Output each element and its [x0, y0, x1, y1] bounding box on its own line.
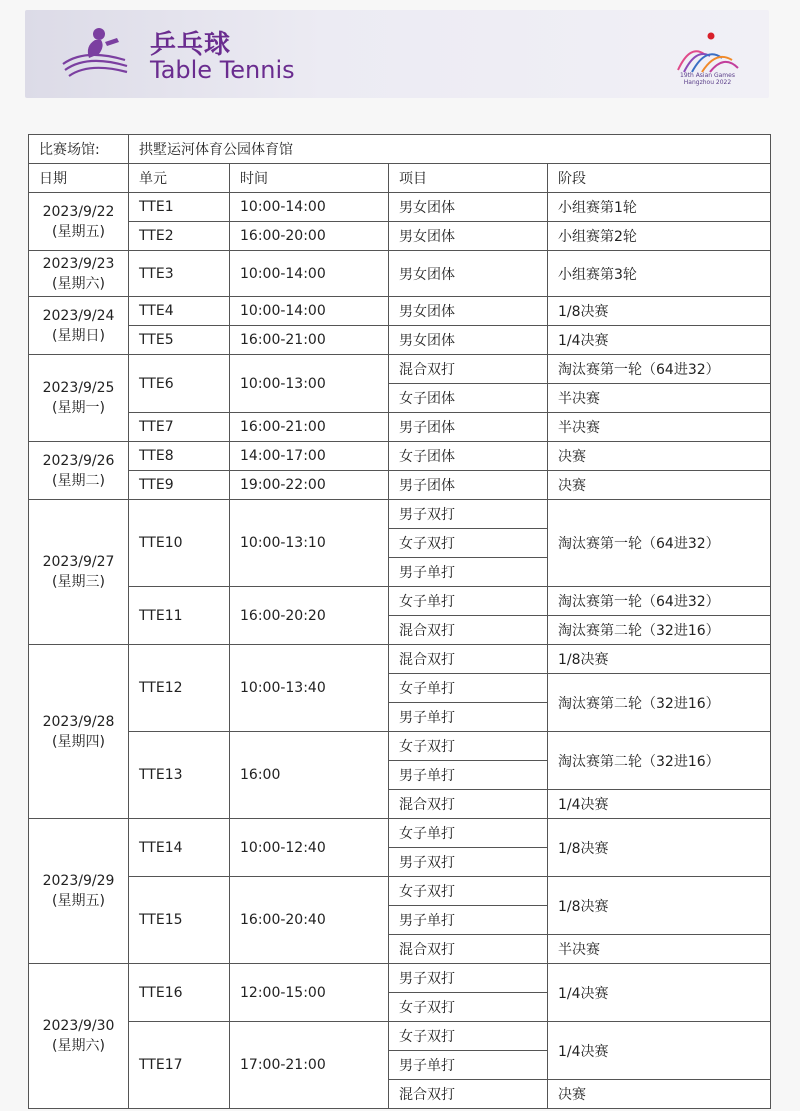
- games-logo-caption: 19th Asian Games Hangzhou 2022: [680, 72, 735, 86]
- stage-cell: 1/8决赛: [548, 297, 771, 326]
- event-cell: 男子单打: [389, 1051, 548, 1080]
- stage-cell: 1/4决赛: [548, 964, 771, 1022]
- event-cell: 男女团体: [389, 326, 548, 355]
- table-row: [29, 471, 771, 500]
- event-cell: 男女团体: [389, 297, 548, 326]
- stage-cell: 1/4决赛: [548, 1022, 771, 1080]
- unit-cell: TTE17: [129, 1022, 230, 1109]
- unit-cell: TTE10: [129, 500, 230, 587]
- event-cell: 混合双打: [389, 790, 548, 819]
- schedule-table: [28, 134, 771, 1109]
- stage-cell: 小组赛第2轮: [548, 222, 771, 251]
- venue-label: 比赛场馆:: [29, 135, 129, 164]
- stage-cell: 半决赛: [548, 413, 771, 442]
- column-header-event: 项目: [389, 164, 548, 193]
- event-cell: 女子双打: [389, 993, 548, 1022]
- table-row: [29, 193, 771, 222]
- date-cell: 2023/9/28 (星期四): [29, 645, 129, 819]
- stage-cell: 淘汰赛第一轮（64进32）: [548, 587, 771, 616]
- unit-cell: TTE3: [129, 251, 230, 297]
- header-banner: [25, 10, 769, 98]
- venue-row: [29, 135, 771, 164]
- date-cell: 2023/9/25 (星期一): [29, 355, 129, 442]
- time-cell: 10:00-12:40: [230, 819, 389, 877]
- time-cell: 10:00-14:00: [230, 193, 389, 222]
- table-row: [29, 355, 771, 384]
- event-cell: 女子团体: [389, 442, 548, 471]
- stage-cell: 决赛: [548, 442, 771, 471]
- event-cell: 男子团体: [389, 471, 548, 500]
- column-header-stage: 阶段: [548, 164, 771, 193]
- stage-cell: 淘汰赛第二轮（32进16）: [548, 674, 771, 732]
- event-cell: 女子团体: [389, 384, 548, 413]
- header-row: [29, 164, 771, 193]
- stage-cell: 1/8决赛: [548, 877, 771, 935]
- stage-cell: 1/8决赛: [548, 819, 771, 877]
- time-cell: 17:00-21:00: [230, 1022, 389, 1109]
- table-row: [29, 413, 771, 442]
- stage-cell: 小组赛第1轮: [548, 193, 771, 222]
- stage-cell: 半决赛: [548, 935, 771, 964]
- stage-cell: 淘汰赛第二轮（32进16）: [548, 732, 771, 790]
- date-cell: 2023/9/29 (星期五): [29, 819, 129, 964]
- time-cell: 16:00-20:20: [230, 587, 389, 645]
- time-cell: 10:00-13:10: [230, 500, 389, 587]
- table-row: [29, 222, 771, 251]
- sport-title-english: Table Tennis: [150, 56, 295, 84]
- event-cell: 女子双打: [389, 732, 548, 761]
- time-cell: 19:00-22:00: [230, 471, 389, 500]
- event-cell: 男子团体: [389, 413, 548, 442]
- time-cell: 10:00-13:00: [230, 355, 389, 413]
- time-cell: 16:00-20:00: [230, 222, 389, 251]
- date-cell: 2023/9/30 (星期六): [29, 964, 129, 1109]
- event-cell: 男子单打: [389, 761, 548, 790]
- unit-cell: TTE16: [129, 964, 230, 1022]
- time-cell: 16:00: [230, 732, 389, 819]
- table-row: [29, 297, 771, 326]
- event-cell: 混合双打: [389, 616, 548, 645]
- unit-cell: TTE1: [129, 193, 230, 222]
- table-row: [29, 645, 771, 674]
- unit-cell: TTE14: [129, 819, 230, 877]
- stage-cell: 1/4决赛: [548, 326, 771, 355]
- event-cell: 男子双打: [389, 500, 548, 529]
- event-cell: 女子双打: [389, 529, 548, 558]
- table-row: [29, 732, 771, 761]
- unit-cell: TTE12: [129, 645, 230, 732]
- date-cell: 2023/9/24 (星期日): [29, 297, 129, 355]
- unit-cell: TTE13: [129, 732, 230, 819]
- table-row: [29, 326, 771, 355]
- event-cell: 男子单打: [389, 558, 548, 587]
- sport-title-chinese: 乒乓球: [150, 30, 232, 60]
- event-cell: 男女团体: [389, 222, 548, 251]
- event-cell: 女子双打: [389, 1022, 548, 1051]
- table-row: [29, 500, 771, 529]
- stage-cell: 淘汰赛第一轮（64进32）: [548, 355, 771, 384]
- stage-cell: 淘汰赛第二轮（32进16）: [548, 616, 771, 645]
- time-cell: 10:00-13:40: [230, 645, 389, 732]
- table-row: [29, 251, 771, 297]
- unit-cell: TTE6: [129, 355, 230, 413]
- time-cell: 16:00-21:00: [230, 326, 389, 355]
- stage-cell: 半决赛: [548, 384, 771, 413]
- event-cell: 男子单打: [389, 703, 548, 732]
- stage-cell: 1/8决赛: [548, 645, 771, 674]
- date-cell: 2023/9/22 (星期五): [29, 193, 129, 251]
- event-cell: 男子双打: [389, 848, 548, 877]
- stage-cell: 决赛: [548, 1080, 771, 1109]
- table-row: [29, 587, 771, 616]
- date-cell: 2023/9/27 (星期三): [29, 500, 129, 645]
- time-cell: 14:00-17:00: [230, 442, 389, 471]
- column-header-unit: 单元: [129, 164, 230, 193]
- time-cell: 10:00-14:00: [230, 251, 389, 297]
- stage-cell: 决赛: [548, 471, 771, 500]
- table-row: [29, 964, 771, 993]
- column-header-time: 时间: [230, 164, 389, 193]
- event-cell: 混合双打: [389, 935, 548, 964]
- table-row: [29, 819, 771, 848]
- unit-cell: TTE9: [129, 471, 230, 500]
- stage-cell: 淘汰赛第一轮（64进32）: [548, 500, 771, 587]
- event-cell: 混合双打: [389, 355, 548, 384]
- event-cell: 男子双打: [389, 964, 548, 993]
- unit-cell: TTE4: [129, 297, 230, 326]
- event-cell: 男女团体: [389, 251, 548, 297]
- table-row: [29, 442, 771, 471]
- stage-cell: 小组赛第3轮: [548, 251, 771, 297]
- event-cell: 女子单打: [389, 587, 548, 616]
- table-tennis-pictogram-icon: [55, 24, 135, 84]
- unit-cell: TTE8: [129, 442, 230, 471]
- time-cell: 16:00-21:00: [230, 413, 389, 442]
- event-cell: 女子双打: [389, 877, 548, 906]
- event-cell: 混合双打: [389, 645, 548, 674]
- unit-cell: TTE11: [129, 587, 230, 645]
- unit-cell: TTE5: [129, 326, 230, 355]
- column-header-date: 日期: [29, 164, 129, 193]
- event-cell: 男子单打: [389, 906, 548, 935]
- event-cell: 男女团体: [389, 193, 548, 222]
- time-cell: 12:00-15:00: [230, 964, 389, 1022]
- event-cell: 混合双打: [389, 1080, 548, 1109]
- unit-cell: TTE7: [129, 413, 230, 442]
- date-cell: 2023/9/23 (星期六): [29, 251, 129, 297]
- event-cell: 女子单打: [389, 819, 548, 848]
- event-cell: 女子单打: [389, 674, 548, 703]
- table-row: [29, 877, 771, 906]
- stage-cell: 1/4决赛: [548, 790, 771, 819]
- time-cell: 16:00-20:40: [230, 877, 389, 964]
- unit-cell: TTE2: [129, 222, 230, 251]
- date-cell: 2023/9/26 (星期二): [29, 442, 129, 500]
- time-cell: 10:00-14:00: [230, 297, 389, 326]
- table-row: [29, 1022, 771, 1051]
- venue-value: 拱墅运河体育公园体育馆: [129, 135, 771, 164]
- unit-cell: TTE15: [129, 877, 230, 964]
